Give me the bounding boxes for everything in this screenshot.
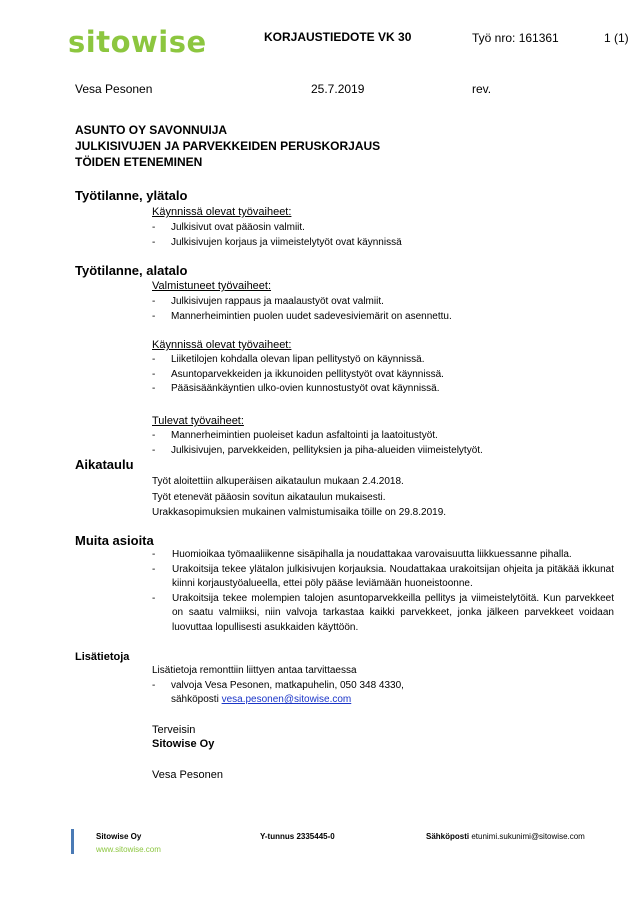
schedule-line: Työt etenevät pääosin sovitun aikataulun mukaisesti. [152,491,386,503]
contact-email-link[interactable]: vesa.pesonen@sitowise.com [221,694,352,705]
footer-email [426,832,585,841]
footer-accent-bar [71,829,74,854]
revision-label: rev. [472,82,492,96]
author-name: Vesa Pesonen [75,82,153,96]
contact-line: valvoja Vesa Pesonen, matkapuhelin, 050 348 4330, [171,680,404,691]
footer-email-value: etunimi.sukunimi@sitowise.com [471,832,585,841]
subheading-ongoing: Käynnissä olevat työvaiheet: [152,206,292,218]
list-item: - Pääsisäänkäyntien ulko-ovien kunnostustyöt ovat käynnissä. [152,382,444,397]
subheading-ongoing: Käynnissä olevat työvaiheet: [152,339,292,351]
work-number: Työ nro: 161361 [472,31,559,45]
footer-company: Sitowise Oy [96,832,142,841]
section-heading-aikataulu: Aikataulu [75,457,134,472]
list-item: - Mannerheimintien puoleiset kadun asfaltointi ja laatoitustyöt. [152,429,483,444]
list-item: - Mannerheimintien puolen uudet sadevesiviemärit on asennettu. [152,310,452,325]
contact-intro: Lisätietoja remonttiin liittyen antaa tarvittaessa [152,665,357,676]
section-heading-lisatietoja: Lisätietoja [75,651,130,663]
section-heading-alatalo: Työtilanne, alatalo [75,263,188,278]
closing-company: Sitowise Oy [152,738,215,750]
ylatalo-ongoing-list [152,221,402,250]
list-item: - Urakoitsija tekee ylätalon julkisivujen korjauksia. Noudattakaa urakoitsijan ohjeita ja pitäkää ikkunat kiinni korjaustyöalueella, ettei pöly pääse leviämään huoneistoonne. [152,563,614,592]
list-item: - Liiketilojen kohdalla olevan lipan pellitystyö on käynnissä. [152,353,444,368]
schedule-line: Työt aloitettiin alkuperäisen aikataulun mukaan 2.4.2018. [152,476,404,487]
list-item: - Julkisivujen rappaus ja maalaustyöt ovat valmiit. [152,295,452,310]
subheading-done: Valmistuneet työvaiheet: [152,280,272,292]
alatalo-upcoming-list [152,429,483,458]
list-item: - Huomioikaa työmaaliikenne sisäpihalla ja noudattakaa varovaisuutta liikkuessanne pihalla. [152,548,614,563]
subheading-upcoming: Tulevat työvaiheet: [152,415,244,427]
document-heading [75,122,380,170]
list-item: - Asuntoparvekkeiden ja ikkunoiden pellitystyöt ovat käynnissä. [152,368,444,383]
document-title: KORJAUSTIEDOTE VK 30 [264,30,412,44]
heading-line: TÖIDEN ETENEMINEN [75,155,203,169]
schedule-text [152,474,446,521]
contact-email-line [171,692,351,707]
closing-greeting: Terveisin [152,724,196,736]
contact-dash: - [152,680,156,691]
list-item: - Julkisivujen korjaus ja viimeistelytyöt ovat käynnissä [152,236,402,251]
alatalo-done-list [152,295,452,324]
footer-website[interactable]: www.sitowise.com [96,845,161,854]
signature-name: Vesa Pesonen [152,769,223,781]
section-heading-ylatalo: Työtilanne, ylätalo [75,188,188,203]
schedule-line: Urakkasopimuksien mukainen valmistumisaika töille on 29.8.2019. [152,507,447,518]
email-label: sähköposti [171,694,219,705]
section-heading-muita: Muita asioita [75,533,154,548]
heading-line: JULKISIVUJEN JA PARVEKKEIDEN PERUSKORJAUS [75,139,381,153]
other-matters-list [152,548,614,635]
list-item: - Julkisivujen, parvekkeiden, pellityksien ja piha-alueiden viimeistelytyöt. [152,444,483,459]
document-date: 25.7.2019 [311,82,365,96]
ytunnus-label: Y-tunnus [260,832,295,841]
list-item: - Urakoitsija tekee molempien talojen asuntoparvekkeilla pellitys ja viimeistelytöitä. Kun parvekkeet on saatu valmiiksi, niin valvoja tarkastaa kaikki parvekkeet, jonka jälkeen parvekkeet voidaan luovuttaa lopullisesti asukkaiden käyttöön. [152,592,614,636]
heading-line: ASUNTO OY SAVONNUIJA [75,123,228,137]
ytunnus-value: 2335445-0 [296,832,335,841]
footer-ytunnus [260,832,335,841]
footer-email-label: Sähköposti [426,832,470,841]
alatalo-ongoing-list [152,353,444,397]
page-number: 1 (1) [604,31,629,45]
sitowise-logo: sitowise [68,25,207,59]
list-item: - Julkisivut ovat pääosin valmiit. [152,221,402,236]
